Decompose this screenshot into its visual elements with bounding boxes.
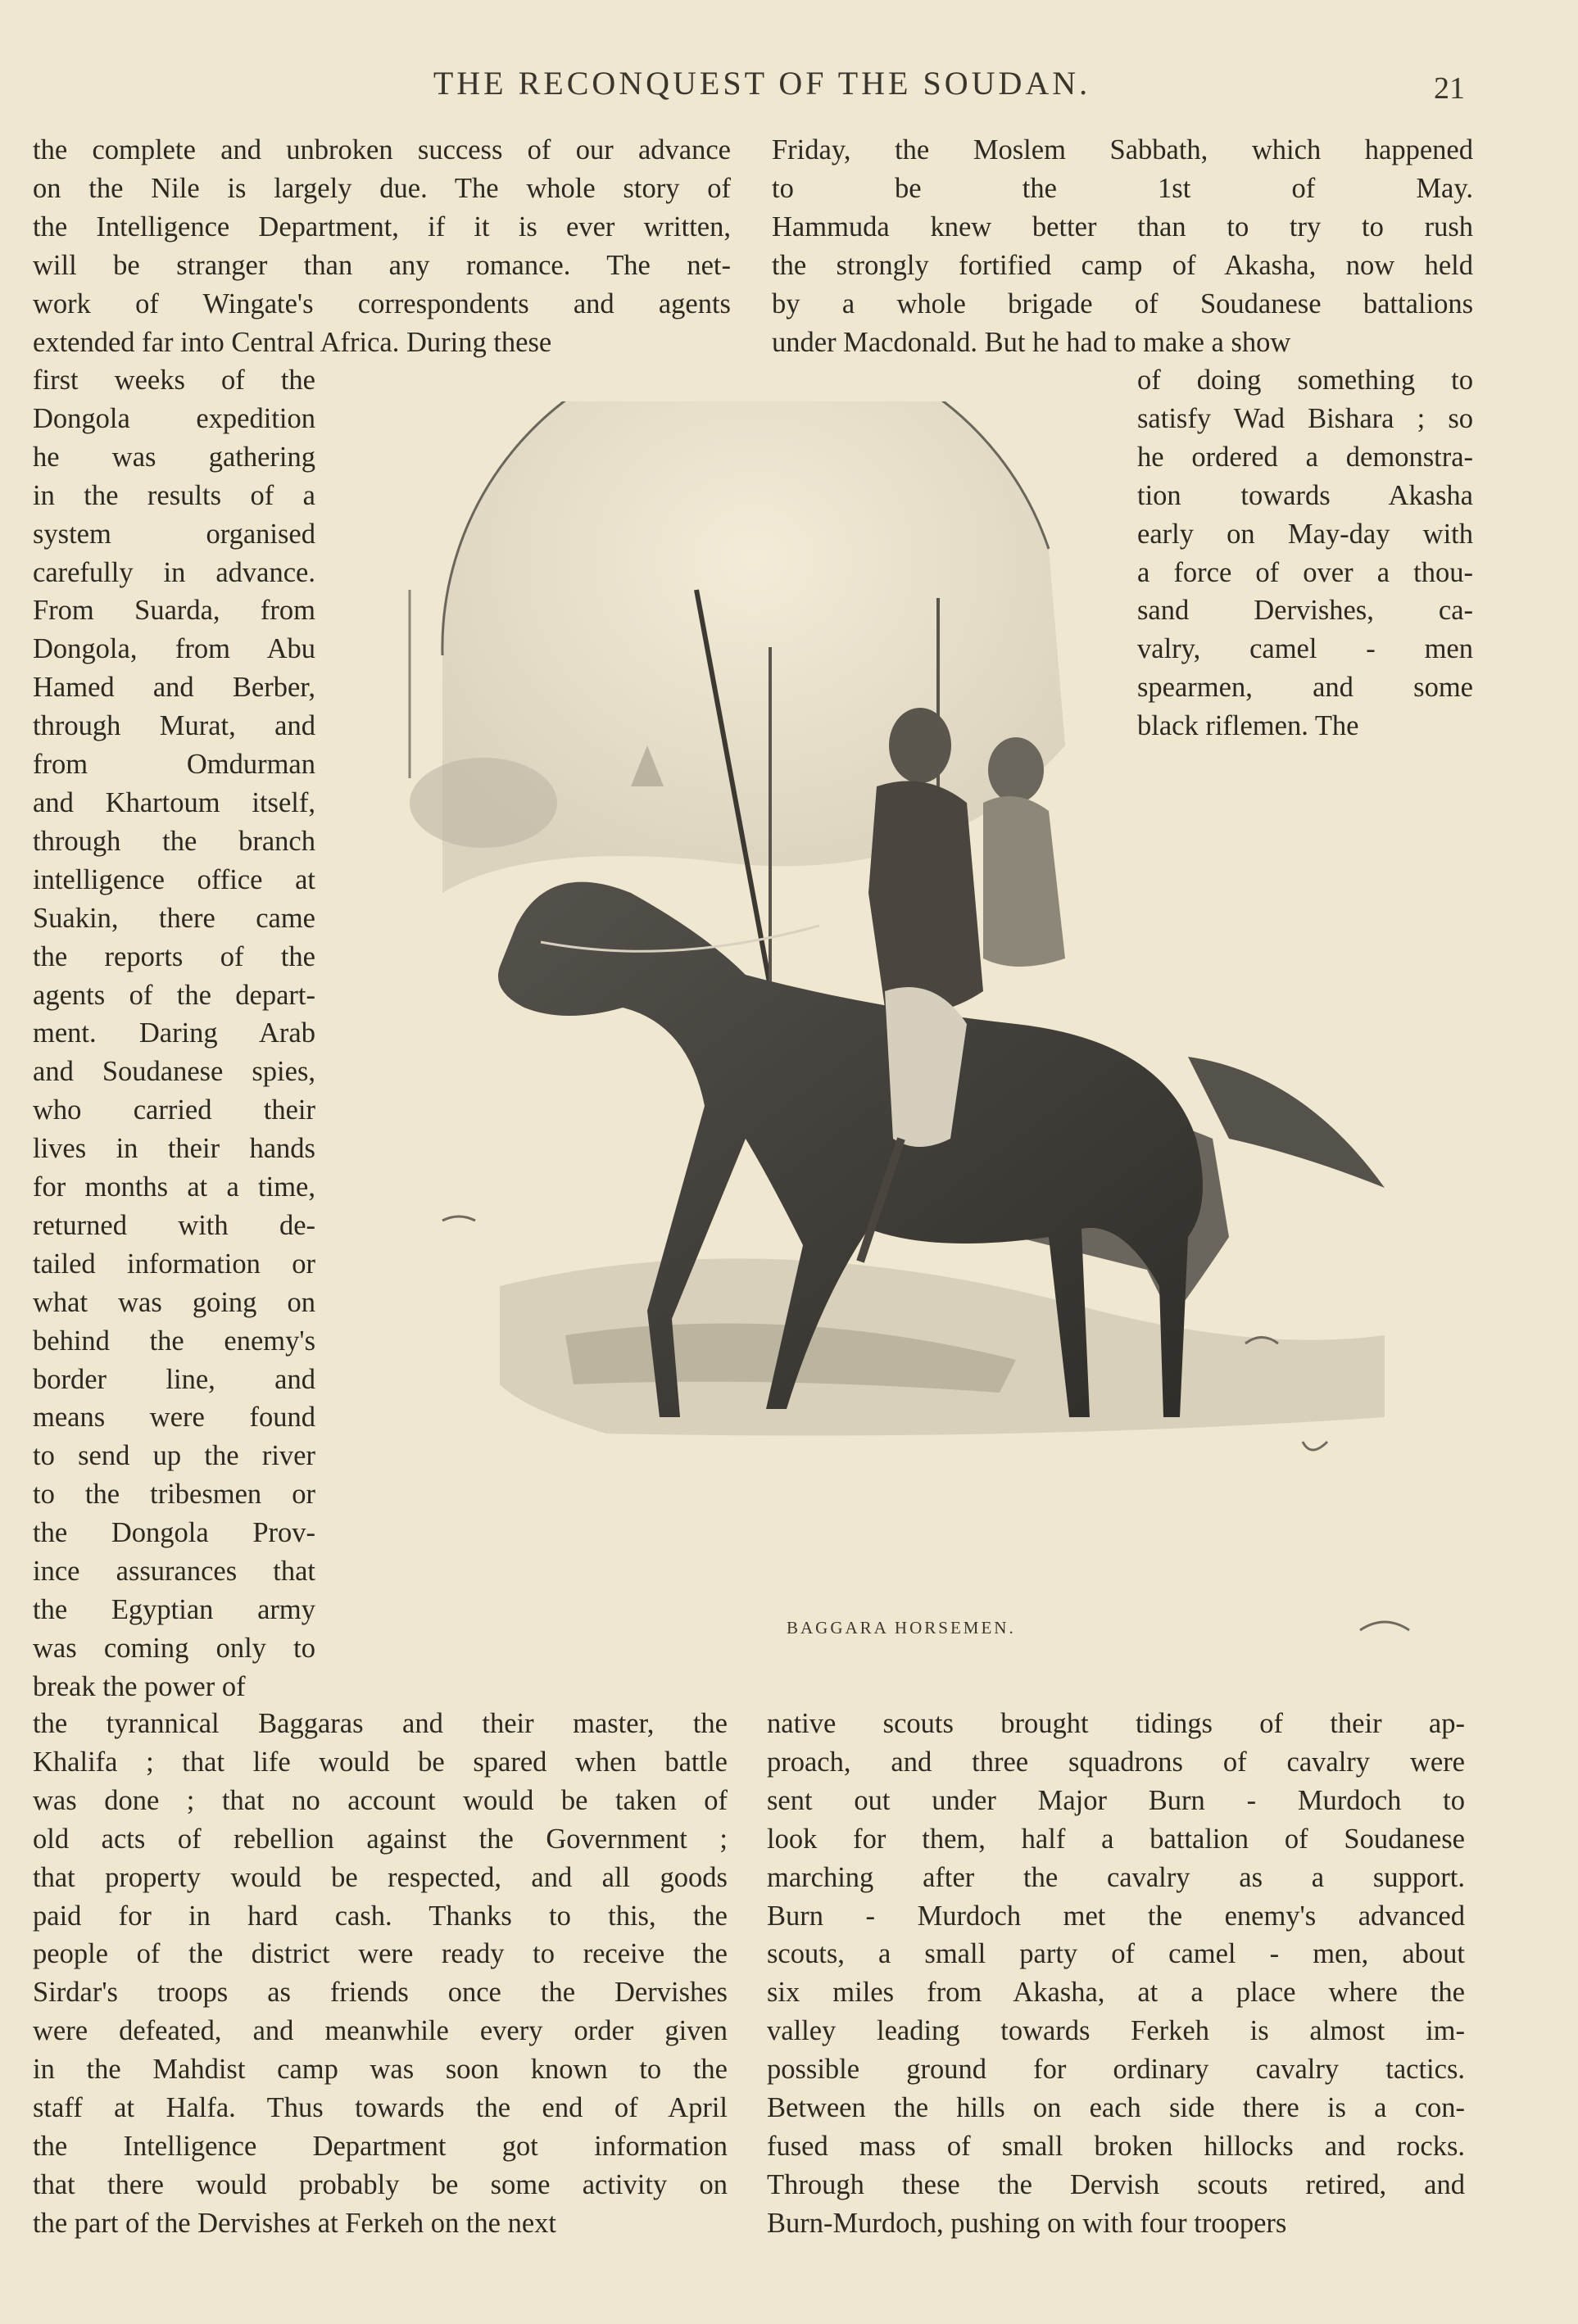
text-line: the part of the Dervishes at Ferkeh on the next (33, 2207, 557, 2239)
text-line: carefully in advance. (33, 556, 315, 588)
text-line: what was going on (33, 1286, 315, 1318)
text-line: by a whole brigade of Soudanese battalions (772, 288, 1473, 319)
text-line: under Macdonald. But he had to make a show (772, 326, 1291, 358)
text-line: to the tribesmen or (33, 1479, 315, 1511)
text-line: to be the 1st of May. (772, 172, 1473, 204)
text-line: system organised (33, 518, 315, 550)
text-line: in the results of a (33, 479, 315, 511)
text-line: behind the enemy's (33, 1325, 315, 1357)
text-line: were defeated, and meanwhile every order given (33, 2015, 728, 2047)
text-line: tailed information or (33, 1248, 315, 1280)
text-line: early on May-day with (1137, 518, 1473, 550)
text-line: Khalifa ; that life would be spared when battle (33, 1746, 728, 1778)
text-line: returned with de- (33, 1209, 315, 1241)
page-number: 21 (1434, 71, 1465, 106)
text-line: look for them, half a battalion of Soudanese (767, 1823, 1465, 1855)
text-line: valley leading towards Ferkeh is almost im- (767, 2015, 1465, 2047)
text-line: he ordered a demonstra- (1137, 441, 1473, 473)
text-line: black riflemen. The (1137, 710, 1359, 742)
text-line: staff at Halfa. Thus towards the end of April (33, 2092, 728, 2124)
text-line: Suakin, there came (33, 902, 315, 934)
text-line: Hammuda knew better than to try to rush (772, 211, 1473, 242)
text-line: he was gathering (33, 441, 315, 473)
text-line: a force of over a thou- (1137, 556, 1473, 588)
text-line: agents of the depart- (33, 979, 315, 1011)
text-line: first weeks of the (33, 365, 315, 396)
text-line: Burn - Murdoch met the enemy's advanced (767, 1900, 1465, 1932)
text-line: possible ground for ordinary cavalry tactics. (767, 2054, 1465, 2086)
text-line: means were found (33, 1402, 315, 1434)
text-line: lives in their hands (33, 1133, 315, 1165)
text-line: from Omdurman (33, 749, 315, 781)
text-line: satisfy Wad Bishara ; so (1137, 402, 1473, 434)
text-line: and Soudanese spies, (33, 1056, 315, 1088)
text-line: paid for in hard cash. Thanks to this, the (33, 1900, 728, 1932)
text-line: the Dongola Prov- (33, 1517, 315, 1549)
text-line: the complete and unbroken success of our advance (33, 134, 731, 165)
text-line: intelligence office at (33, 863, 315, 895)
text-line: that property would be respected, and all goods (33, 1861, 728, 1893)
text-line: old acts of rebellion against the Government ; (33, 1823, 728, 1855)
text-line: Dongola, from Abu (33, 633, 315, 665)
text-line: work of Wingate's correspondents and agents (33, 288, 731, 319)
text-column-wrap-left (33, 361, 315, 1706)
text-line: the strongly fortified camp of Akasha, now held (772, 249, 1473, 281)
text-line: people of the district were ready to receive the (33, 1938, 728, 1970)
illustration-caption: BAGGARA HORSEMEN. (787, 1618, 1016, 1638)
text-line: for months at a time, (33, 1171, 315, 1203)
text-line: of doing something to (1137, 365, 1473, 396)
text-line: Dongola expedition (33, 402, 315, 434)
text-line: and Khartoum itself, (33, 786, 315, 818)
text-line: through Murat, and (33, 710, 315, 742)
text-line: will be stranger than any romance. The net- (33, 249, 731, 281)
text-line: marching after the cavalry as a support. (767, 1861, 1465, 1893)
text-line: scouts, a small party of camel - men, about (767, 1938, 1465, 1970)
text-line: sent out under Major Burn - Murdoch to (767, 1784, 1465, 1816)
text-line: border line, and (33, 1363, 315, 1395)
text-line: ment. Daring Arab (33, 1017, 315, 1049)
text-line: tion towards Akasha (1137, 479, 1473, 511)
running-header: THE RECONQUEST OF THE SOUDAN. (433, 65, 1091, 102)
text-line: on the Nile is largely due. The whole story of (33, 172, 731, 204)
text-line: six miles from Akasha, at a place where the (767, 1977, 1465, 2009)
text-column-top-left (33, 131, 731, 361)
text-line: who carried their (33, 1094, 315, 1126)
text-column-bottom-left (33, 1705, 728, 2243)
text-line: ince assurances that (33, 1556, 315, 1588)
text-line: extended far into Central Africa. During these (33, 326, 552, 358)
text-line: valry, camel - men (1137, 633, 1473, 665)
text-line: Friday, the Moslem Sabbath, which happened (772, 134, 1473, 165)
text-line: Hamed and Berber, (33, 672, 315, 704)
text-line: the tyrannical Baggaras and their master, the (33, 1708, 728, 1739)
text-line: proach, and three squadrons of cavalry were (767, 1746, 1465, 1778)
text-line: Through these the Dervish scouts retired, and (767, 2168, 1465, 2200)
text-line: through the branch (33, 825, 315, 857)
text-line: was coming only to (33, 1632, 315, 1664)
text-column-top-right (772, 131, 1473, 361)
text-line: Between the hills on each side there is a con- (767, 2092, 1465, 2124)
text-line: to send up the river (33, 1440, 315, 1472)
text-line: the Intelligence Department, if it is ever written, (33, 211, 731, 242)
text-line: Burn-Murdoch, pushing on with four troopers (767, 2207, 1287, 2239)
text-line: the reports of the (33, 940, 315, 972)
text-line: From Suarda, from (33, 595, 315, 627)
text-line: Sirdar's troops as friends once the Dervishes (33, 1977, 728, 2009)
text-line: sand Dervishes, ca- (1137, 595, 1473, 627)
text-line: was done ; that no account would be taken of (33, 1784, 728, 1816)
text-line: the Intelligence Department got information (33, 2130, 728, 2162)
text-line: fused mass of small broken hillocks and rocks. (767, 2130, 1465, 2162)
text-line: break the power of (33, 1670, 246, 1702)
text-line: native scouts brought tidings of their ap- (767, 1708, 1465, 1739)
text-line: the Egyptian army (33, 1594, 315, 1625)
text-line: in the Mahdist camp was soon known to the (33, 2054, 728, 2086)
text-line: that there would probably be some activity on (33, 2168, 728, 2200)
text-line: spearmen, and some (1137, 672, 1473, 704)
horse-and-riders-engraving-icon (360, 401, 1508, 1679)
text-column-bottom-right (767, 1705, 1465, 2243)
